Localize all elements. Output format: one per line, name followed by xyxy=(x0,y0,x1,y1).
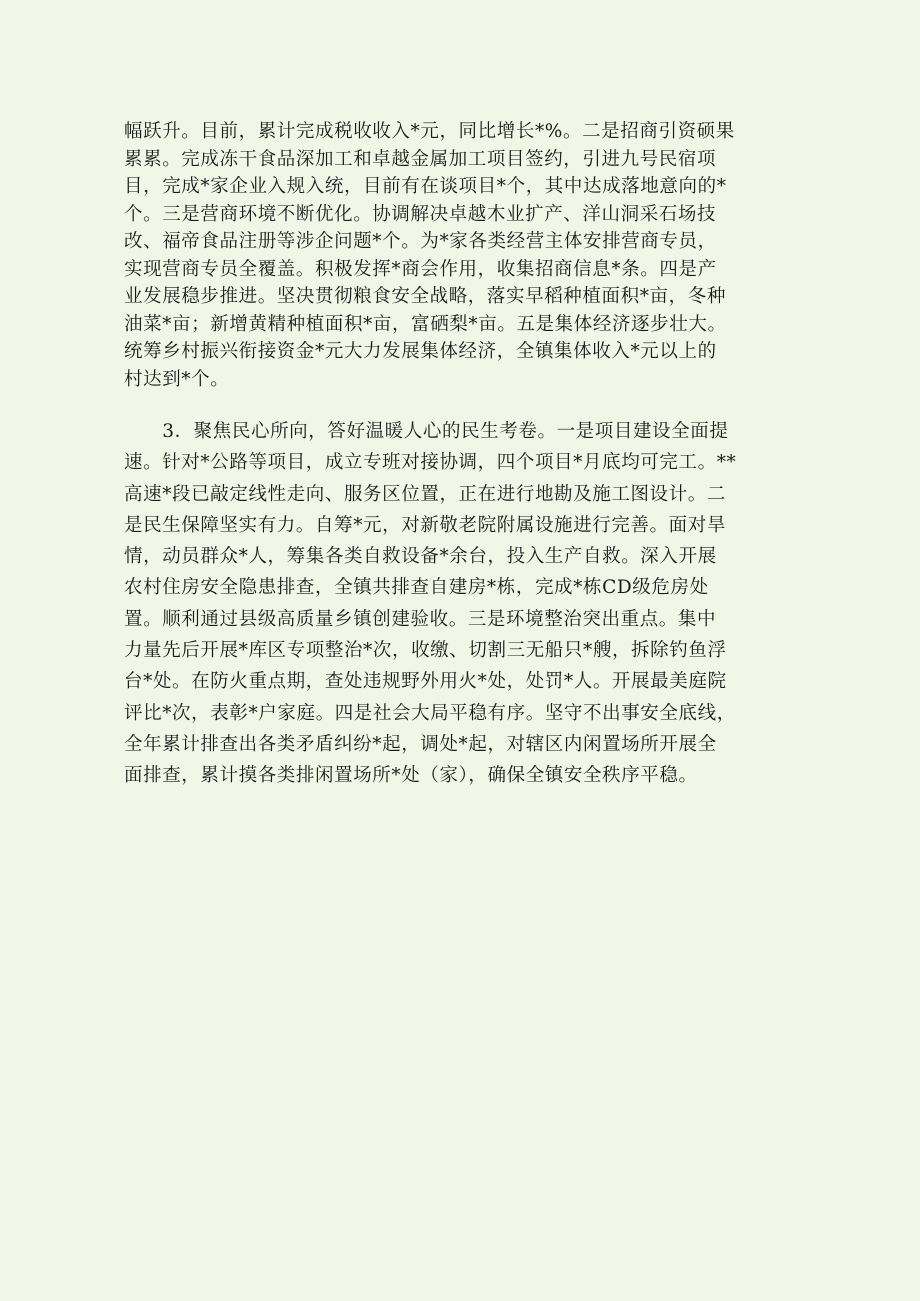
paragraph-2 xyxy=(124,416,800,792)
paragraph-line: 面排查，累计摸各类排闲置场所*处（家），确保全镇安全秩序平稳。 xyxy=(124,765,698,787)
paragraph-line: 3．聚焦民心所向，答好温暖人心的民生考卷。一是项目建设全面提 xyxy=(124,421,729,442)
paragraph-line: 是民生保障坚实有力。自筹*元，对新敬老院附属设施进行完善。面对旱 xyxy=(124,514,726,536)
paragraph-line: 个。三是营商环境不断优化。协调解决卓越木业扩产、洋山洞采石场技 xyxy=(124,203,717,225)
paragraph-line: 村达到*个。 xyxy=(124,368,230,390)
paragraph-line: 高速*段已敲定线性走向、服务区位置，正在进行地勘及施工图设计。二 xyxy=(124,483,726,505)
paragraph-line: 置。顺利通过县级高质量乡镇创建验收。三是环境整治突出重点。集中 xyxy=(124,608,717,630)
paragraph-line: 实现营商专员全覆盖。积极发挥*商会作用，收集招商信息*条。四是产 xyxy=(124,258,717,280)
paragraph-line: 情，动员群众*人，筹集各类自救设备*余台，投入生产自救。深入开展 xyxy=(124,546,717,568)
paragraph-line: 业发展稳步推进。坚决贯彻粮食安全战略，落实早稻种植面积*亩，冬种 xyxy=(124,286,726,307)
paragraph-line: 速。针对*公路等项目，成立专班对接协调，四个项目*月底均可完工。** xyxy=(124,452,737,474)
paragraph-line: 幅跃升。目前，累计完成税收收入*元，同比增长*%。二是招商引资硕果 xyxy=(124,121,735,142)
paragraph-1 xyxy=(124,118,800,393)
paragraph-line: 台*处。在防火重点期，查处违规野外用火*处，处罚*人。开展最美庭院 xyxy=(124,671,727,693)
paragraph-line: 力量先后开展*库区专项整治*次，收缴、切割三无船只*艘，拆除钓鱼浮 xyxy=(124,640,727,662)
paragraph-line: 全年累计排查出各类矛盾纠纷*起，调处*起，对辖区内闲置场所开展全 xyxy=(124,733,717,755)
paragraph-line: 累累。完成冻干食品深加工和卓越金属加工项目签约，引进九号民宿项 xyxy=(124,148,717,170)
paragraph-line: 改、福帝食品注册等涉企问题*个。为*家各类经营主体安排营商专员， xyxy=(124,231,717,252)
paragraph-line: 目，完成*家企业入规入统，目前有在谈项目*个，其中达成落地意向的* xyxy=(124,176,727,197)
paragraph-line: 农村住房安全隐患排查，全镇共排查自建房*栋，完成*栋CD级危房处 xyxy=(124,577,709,599)
paragraph-line: 统筹乡村振兴衔接资金*元大力发展集体经济，全镇集体收入*元以上的 xyxy=(124,341,717,362)
paragraph-line: 油菜*亩；新增黄精种植面积*亩，富硒梨*亩。五是集体经济逐步壮大。 xyxy=(124,313,727,335)
paragraph-line: 评比*次，表彰*户家庭。四是社会大局平稳有序。坚守不出事安全底线， xyxy=(124,702,736,724)
